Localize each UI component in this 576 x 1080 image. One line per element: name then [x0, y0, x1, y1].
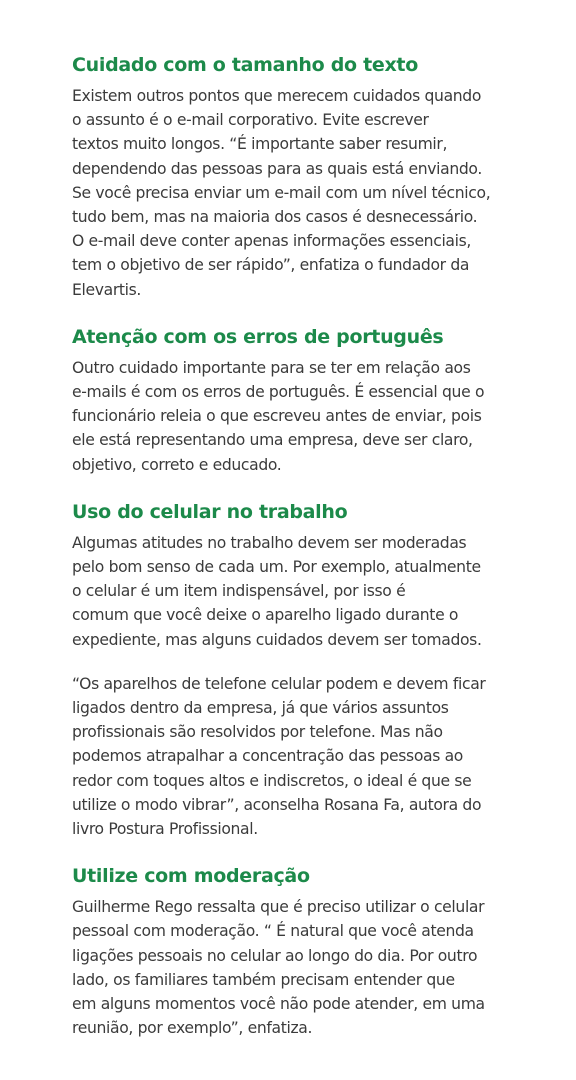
paragraph-line: o celular é um item indispensável, por isso é	[72, 582, 406, 601]
paragraph-line: ligações pessoais no celular ao longo do dia. Por outro	[72, 946, 478, 965]
section-text-size	[72, 52, 512, 302]
section-portuguese-errors	[72, 324, 512, 477]
paragraph-line: Elevartis.	[72, 280, 142, 299]
paragraph-line: objetivo, correto e educado.	[72, 455, 282, 474]
paragraph-line: utilize o modo vibrar”, aconselha Rosana Fa, autora do	[72, 795, 482, 814]
section-phone-at-work	[72, 499, 512, 841]
section-paragraph	[72, 672, 512, 841]
section-paragraph	[72, 895, 512, 1040]
section-heading: Atenção com os erros de português	[72, 325, 444, 348]
paragraph-line: em alguns momentos você não pode atender, em uma	[72, 995, 485, 1014]
paragraph-line: ele está representando uma empresa, deve ser claro,	[72, 431, 473, 450]
paragraph-line: Guilherme Rego ressalta que é preciso utilizar o celular	[72, 898, 485, 917]
paragraph-line: Existem outros pontos que merecem cuidados quando	[72, 87, 482, 105]
paragraph-line: o assunto é o e-mail corporativo. Evite escrever	[72, 111, 429, 130]
paragraph-line: pessoal com moderação. “ É natural que você atenda	[72, 922, 474, 941]
paragraph-line: ligados dentro da empresa, já que vários assuntos	[72, 699, 449, 718]
section-heading: Utilize com moderação	[72, 865, 310, 888]
paragraph-line: reunião, por exemplo”, enfatiza.	[72, 1019, 313, 1038]
article-page	[72, 52, 512, 1063]
paragraph-line: expediente, mas alguns cuidados devem ser tomados.	[72, 630, 482, 649]
paragraph-line: tudo bem, mas na maioria dos casos é desnecessário.	[72, 208, 478, 227]
paragraph-line: e-mails é com os erros de português. É essencial que o	[72, 383, 485, 402]
paragraph-line: livro Postura Profissional.	[72, 820, 258, 839]
paragraph-line: textos muito longos. “É importante saber resumir,	[72, 135, 448, 154]
section-heading: Cuidado com o tamanho do texto	[72, 54, 418, 76]
paragraph-line: O e-mail deve conter apenas informações essenciais,	[72, 232, 471, 251]
paragraph-line: “Os aparelhos de telefone celular podem e devem ficar	[72, 674, 486, 693]
paragraph-line: Outro cuidado importante para se ter em relação aos	[72, 358, 471, 377]
section-paragraph	[72, 356, 512, 477]
section-use-moderation	[72, 863, 512, 1040]
paragraph-line: tem o objetivo de ser rápido”, enfatiza o fundador da	[72, 256, 470, 275]
section-paragraph	[72, 84, 512, 302]
paragraph-line: Se você precisa enviar um e-mail com um nível técnico,	[72, 183, 491, 202]
paragraph-line: pelo bom senso de cada um. Por exemplo, atualmente	[72, 558, 481, 577]
paragraph-line: comum que você deixe o aparelho ligado durante o	[72, 606, 459, 625]
paragraph-line: profissionais são resolvidos por telefone. Mas não	[72, 723, 443, 742]
paragraph-line: podemos atrapalhar a concentração das pessoas ao	[72, 747, 463, 766]
paragraph-line: dependendo das pessoas para as quais está enviando.	[72, 159, 482, 178]
paragraph-line: lado, os familiares também precisam entender que	[72, 970, 455, 989]
paragraph-line: Algumas atitudes no trabalho devem ser moderadas	[72, 533, 467, 552]
paragraph-line: funcionário releia o que escreveu antes de enviar, pois	[72, 407, 482, 426]
section-heading: Uso do celular no trabalho	[72, 500, 348, 523]
paragraph-line: redor com toques altos e indiscretos, o ideal é que se	[72, 771, 472, 790]
section-paragraph	[72, 531, 512, 652]
